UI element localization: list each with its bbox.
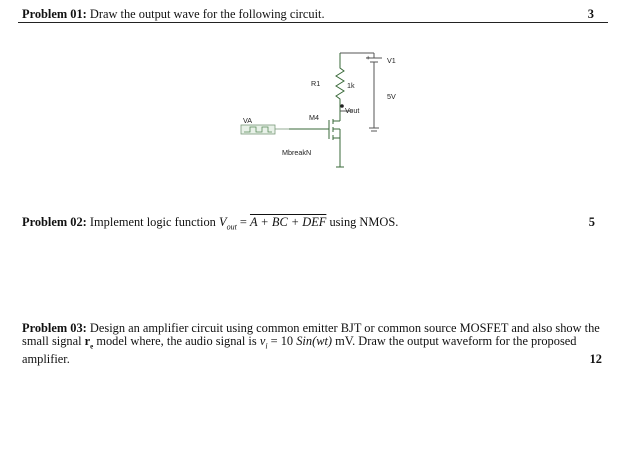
v1-value: 5V <box>387 92 396 101</box>
problem-02-text-before: Implement logic function <box>89 215 216 229</box>
problem-02-marks: 5 <box>588 215 595 229</box>
problem-03-text-a: Design an amplifier circuit using common emitter BJT or common source MOSFET and also show the small signal <box>22 321 600 348</box>
v1-plus-sign: + <box>366 53 371 62</box>
vout-subscript: out <box>226 222 237 232</box>
problem-01-label: Problem 01: <box>22 7 87 21</box>
vout-node-dot <box>340 104 344 108</box>
logic-expression: A + BC + DEF <box>249 215 327 229</box>
problem-03-marks: 12 <box>589 352 602 366</box>
circuit-diagram <box>0 0 622 200</box>
vout-label: Vout <box>345 106 360 115</box>
re-symbol: r <box>84 334 91 348</box>
problem-02 <box>22 215 398 234</box>
sin-text: Sin <box>296 334 313 348</box>
r1-label: R1 <box>311 79 321 88</box>
problem-01-text: Draw the output wave for the following circuit. <box>89 7 325 21</box>
vout-symbol: V <box>218 215 227 229</box>
problem-02-text-after: using NMOS. <box>329 215 399 229</box>
vi-symbol: v <box>259 334 266 348</box>
problem-03-text-b: model where, the audio signal is <box>93 334 260 348</box>
v1-label: V1 <box>387 56 396 65</box>
re-subscript: e <box>90 342 94 351</box>
wt-text: (wt) <box>312 334 333 348</box>
problem-03-text-c: mV. Draw the output waveform for the proposed amplifier. <box>22 334 577 367</box>
problem-01-marks: 3 <box>587 7 594 21</box>
problem-02-label: Problem 02: <box>22 215 87 229</box>
vi-subscript: i <box>265 341 268 351</box>
va-pulse-source <box>241 125 289 134</box>
v1-source <box>366 53 382 131</box>
r1-value: 1k <box>347 81 355 90</box>
mbreak-label: MbreakN <box>282 148 312 157</box>
va-label: VA <box>243 116 253 125</box>
problem-03-label: Problem 03: <box>22 321 87 335</box>
m4-nmos-transistor <box>329 111 344 167</box>
problem-03 <box>22 322 610 366</box>
m4-label: M4 <box>309 113 319 122</box>
r1-resistor <box>336 53 344 111</box>
eq-value: = 10 <box>267 334 297 348</box>
equals-sign: = <box>236 215 250 229</box>
